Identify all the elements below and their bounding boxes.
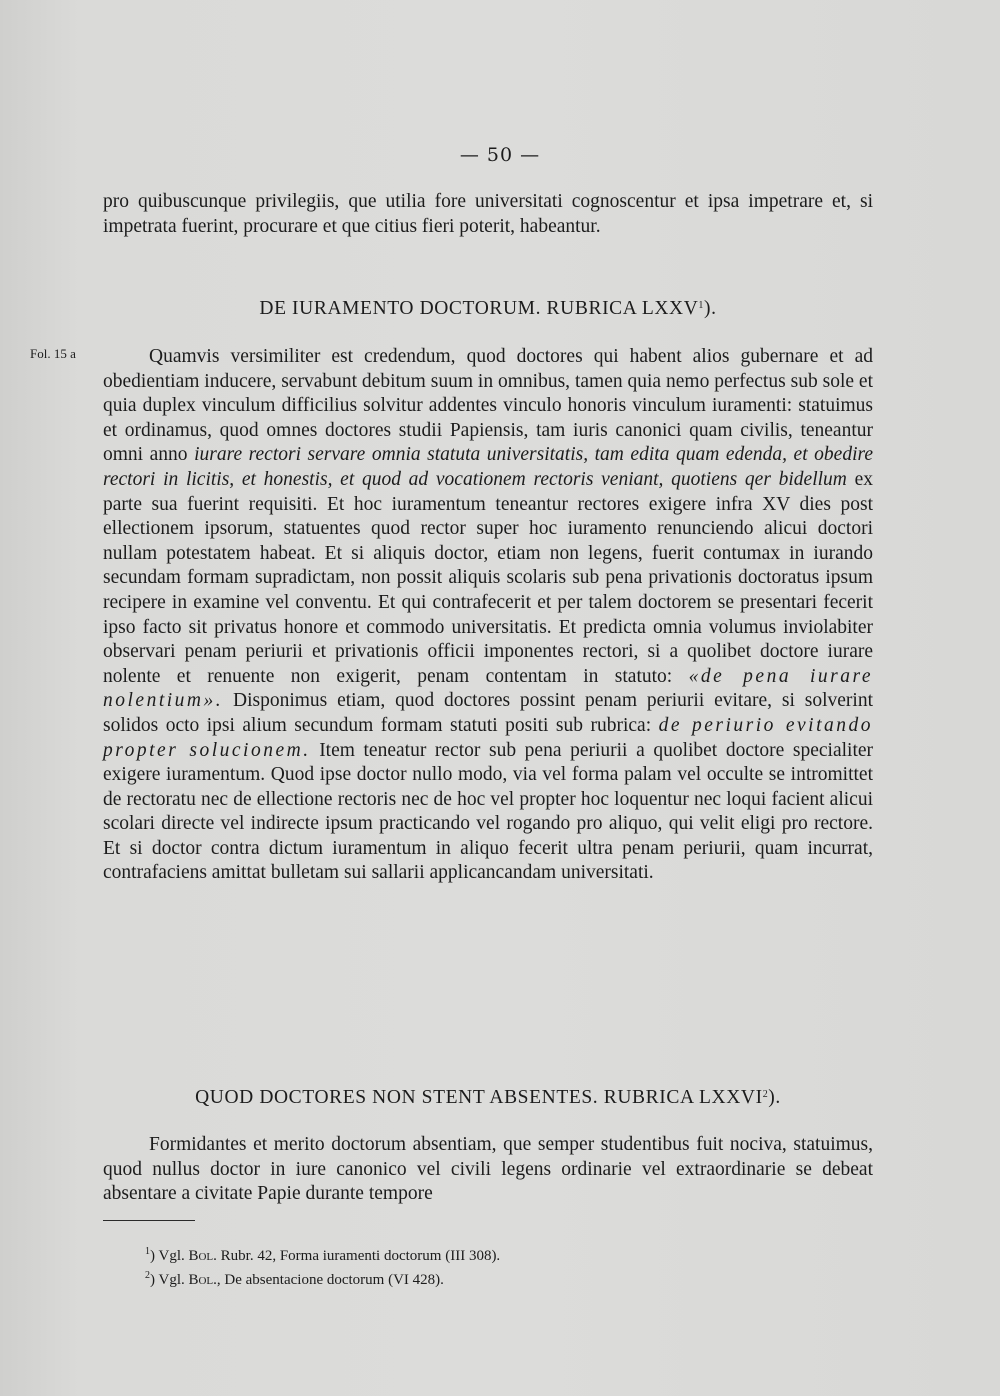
footnote-1-pre: Vgl.	[158, 1248, 185, 1264]
margin-folio-note: Fol. 15 a	[30, 346, 76, 361]
intro-paragraph	[103, 190, 873, 239]
page-number: — 50 —	[459, 144, 541, 166]
intro-text: pro quibuscunque privilegiis, que utilia fore universitati cognoscentur et ipsa impetrare et, si impetrata fuerint, procurare et que citius fieri poterit, habeantur.	[103, 191, 873, 237]
heading-75-note-ref: 1	[698, 300, 705, 311]
footnote-divider	[103, 1220, 195, 1221]
heading-75-text: DE IURAMENTO DOCTORUM. RUBRICA LXXV	[259, 298, 699, 319]
footnote-2-author: Bol.,	[188, 1272, 221, 1288]
heading-76-suffix: ).	[768, 1087, 781, 1108]
heading-76-text: QUOD DOCTORES NON STENT ABSENTES. RUBRICA LXXVI	[195, 1087, 763, 1108]
r75-p1: Quamvis versimiliter est credendum, quod doctores qui habent alios gubernare et ad obedientiam inducere, servabunt debitum suum in omnibus, tamen quia nemo perfectus sub sole et quia duplex vinculum difficilius solvitur addentes vinculo honoris vinculum iuramenti: statuimus et ordinamus, quod omnes doctores studii Papiensis, tam iuris canonici quam civilis, teneantur omni anno	[103, 346, 873, 466]
footnote-2: $^2$) Vgl. Bol., De absentacione doctorum (VI 428).	[145, 1270, 444, 1288]
footnotes	[145, 1242, 745, 1290]
footnote-2-ref: 2	[145, 1270, 150, 1281]
footnote-1-author: Bol.	[188, 1248, 217, 1264]
r75-p4: Item teneatur rector sub pena periurii a quolibet doctore specialiter exigere iuramentum. Quod ipse doctor nullo modo, via vel forma palam vel occulte se intromittet de rectoratu nec de ellectione rectoris nec de hoc vel propter hoc loquentur nec loqui facient alicui scolari directe vel indirecte ipsum practicando vel rogando pro aliquo, qui velit eligi pro rectore. Et si doctor contra dictum iuramentum in aliquo fecerit ultra penam periurii, quam incurrat, contrafaciens amittat bulletam sui sallarii applicancandam universitati.	[103, 739, 874, 884]
r75-quote-2: de periurio evitando propter solucionem.	[103, 714, 873, 761]
heading-76-note-ref: 2	[762, 1089, 769, 1100]
footnote-1-text: Rubr. 42, Forma iuramenti doctorum (III 308).	[220, 1248, 501, 1264]
heading-rubrica-76	[103, 1087, 873, 1109]
footnote-1-ref: 1	[145, 1246, 150, 1257]
rubrica-75-body	[103, 345, 873, 886]
heading-75-suffix: ).	[704, 298, 717, 319]
r75-italic-oath: iurare rectori servare omnia statuta universitatis, tam edita quam edenda, et obedire rectori in licitis, et honestis, et quod ad vocationem rectoris veniant, quotiens qer bidellum	[103, 444, 874, 490]
rubrica-76-body	[103, 1133, 873, 1207]
r75-p3: Disponimus etiam, quod doctores possint penam periurii evitare, si solverint solidos octo ipsi alium secundum formam statuti positi sub rubrica:	[103, 690, 873, 736]
r75-p2: ex parte sua fuerint requisiti. Et hoc iuramentum teneantur rectores exigere infra XV dies post ellectionem ipsorum, statuentes quod rector super hoc iuramento renunciendo alicui doctori nullam potestatem habeat. Et si aliquis doctor, etiam non legens, fuerit contumax in iurando secundam formam supradictam, non possit aliquis scolaris sub pena privationis doctoratus ipsum recipere in examine vel conventu. Et qui contrafecerit et per talem doctorem se presentari fecerit ipso facto sit privatus honore et commodo universitatis. Et predicta omnia volumus inviolabiter observari penam periurii et privationis officii imponentes rectori, si a quolibet doctore iurare nolente et renuente non exigerit, penam contentam in statuto:	[103, 468, 873, 687]
rubrica-75-paragraph	[103, 345, 873, 886]
r76-p1: Formidantes et merito doctorum absentiam, que semper studentibus fuit nociva, statuimus, quod nullus doctor in iure canonico vel civili legens ordinarie vel extraordinarie se debeat absentare a civitate Papie durante tempore	[103, 1134, 873, 1205]
footnote-2-pre: Vgl.	[158, 1272, 185, 1288]
footnote-1: $^1$) Vgl. Bol. Rubr. 42, Forma iuramenti doctorum (III 308).	[145, 1246, 501, 1264]
footnote-2-text: De absentacione doctorum (VI 428).	[224, 1272, 444, 1288]
r75-quote-1: «de pena iurare nolentium».	[103, 665, 874, 712]
heading-rubrica-75	[103, 298, 873, 320]
